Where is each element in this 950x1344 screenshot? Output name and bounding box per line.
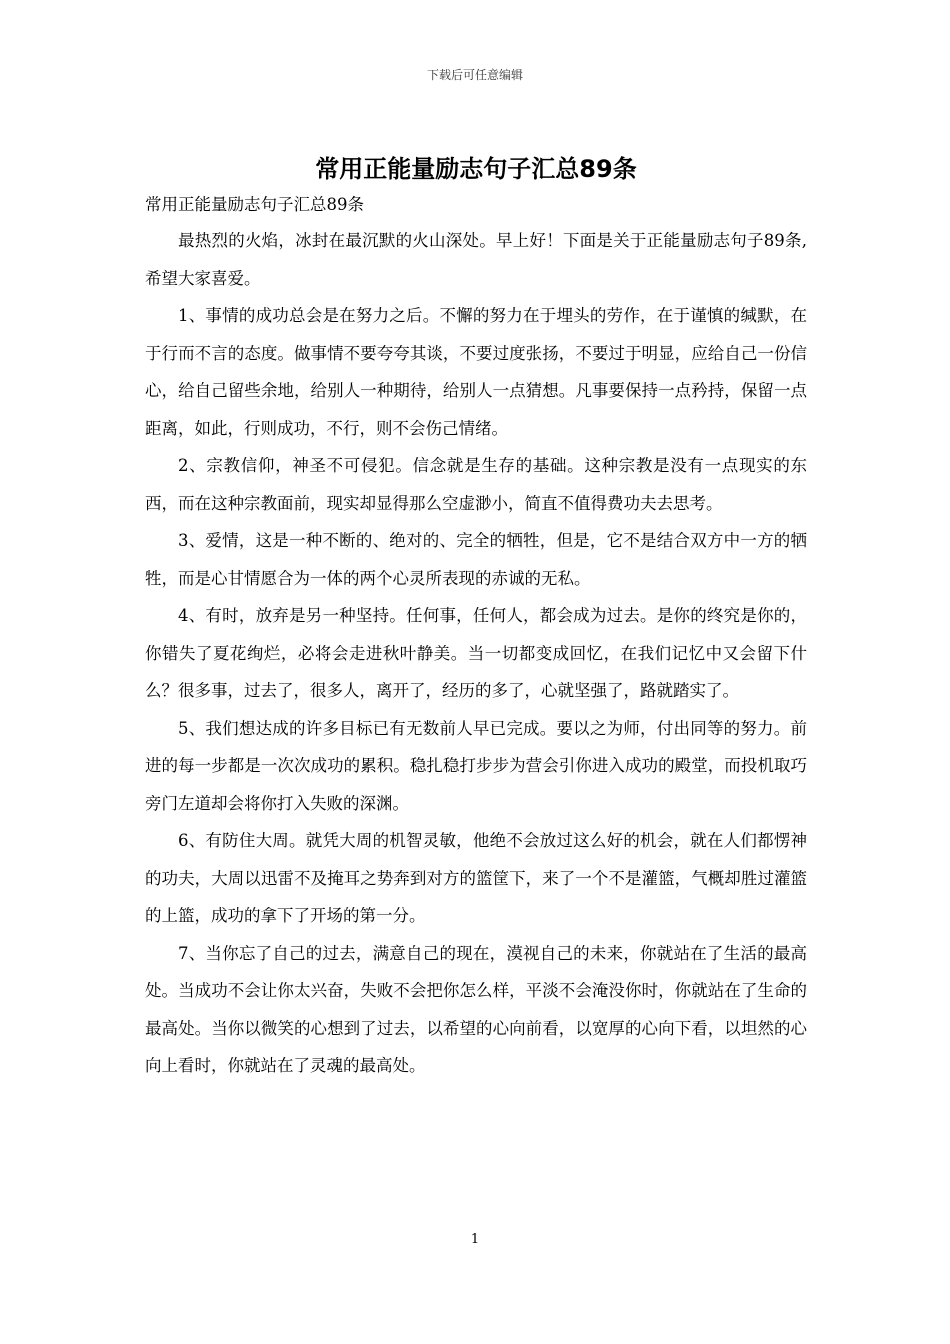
quote-paragraph-5: 5、我们想达成的许多目标已有无数前人早已完成。要以之为师，付出同等的努力。前进的每一步都是一次次成功的累积。稳扎稳打步步为营会引你进入成功的殿堂，而投机取巧旁门左道却会将你打入失败的深渊。 [145, 718, 807, 813]
document-body [145, 150, 807, 1085]
document-subtitle: 常用正能量励志句子汇总89条 [145, 195, 364, 214]
page-header: 下载后可任意编辑 [426, 68, 523, 82]
quote-paragraph-6: 6、有防住大周。就凭大周的机智灵敏，他绝不会放过这么好的机会，就在人们都愣神的功夫，大周以迅雷不及掩耳之势奔到对方的篮筐下，来了一个不是灌篮，气概却胜过灌篮的上篮，成功的拿下了开场的第一分。 [145, 831, 807, 925]
quote-paragraph-4: 4、有时，放弃是另一种坚持。任何事，任何人，都会成为过去。是你的终究是你的，你错失了夏花绚烂，必将会走进秋叶静美。当一切都变成回忆，在我们记忆中又会留下什么？很多事，过去了，很多人，离开了，经历的多了，心就坚强了，路就踏实了。 [145, 606, 807, 700]
page-number: 1 [470, 1232, 480, 1247]
intro-paragraph: 最热烈的火焰，冰封在最沉默的火山深处。早上好！下面是关于正能量励志句子89条,希望大家喜爱。 [145, 231, 807, 288]
document-title: 常用正能量励志句子汇总89条 [315, 155, 637, 183]
quote-paragraph-1: 1、事情的成功总会是在努力之后。不懈的努力在于埋头的劳作，在于谨慎的缄默，在于行而不言的态度。做事情不要夸夸其谈，不要过度张扬，不要过于明显，应给自己一份信心，给自己留些余地，给别人一种期待，给别人一点猜想。凡事要保持一点矜持，保留一点距离，如此，行则成功，不行，则不会伤己情绪。 [145, 306, 807, 438]
quote-paragraph-7: 7、当你忘了自己的过去，满意自己的现在，漠视自己的未来，你就站在了生活的最高处。当成功不会让你太兴奋，失败不会把你怎么样，平淡不会淹没你时，你就站在了生命的最高处。当你以微笑的心想到了过去，以希望的心向前看，以宽厚的心向下看，以坦然的心向上看时，你就站在了灵魂的最高处。 [145, 943, 807, 1075]
quote-paragraph-2: 2、宗教信仰，神圣不可侵犯。信念就是生存的基础。这种宗教是没有一点现实的东西，而在这种宗教面前，现实却显得那么空虚渺小，简直不值得费功夫去思考。 [145, 456, 807, 513]
quote-paragraph-3: 3、爱情，这是一种不断的、绝对的、完全的牺牲，但是，它不是结合双方中一方的牺牲，而是心甘情愿合为一体的两个心灵所表现的赤诚的无私。 [145, 531, 807, 588]
